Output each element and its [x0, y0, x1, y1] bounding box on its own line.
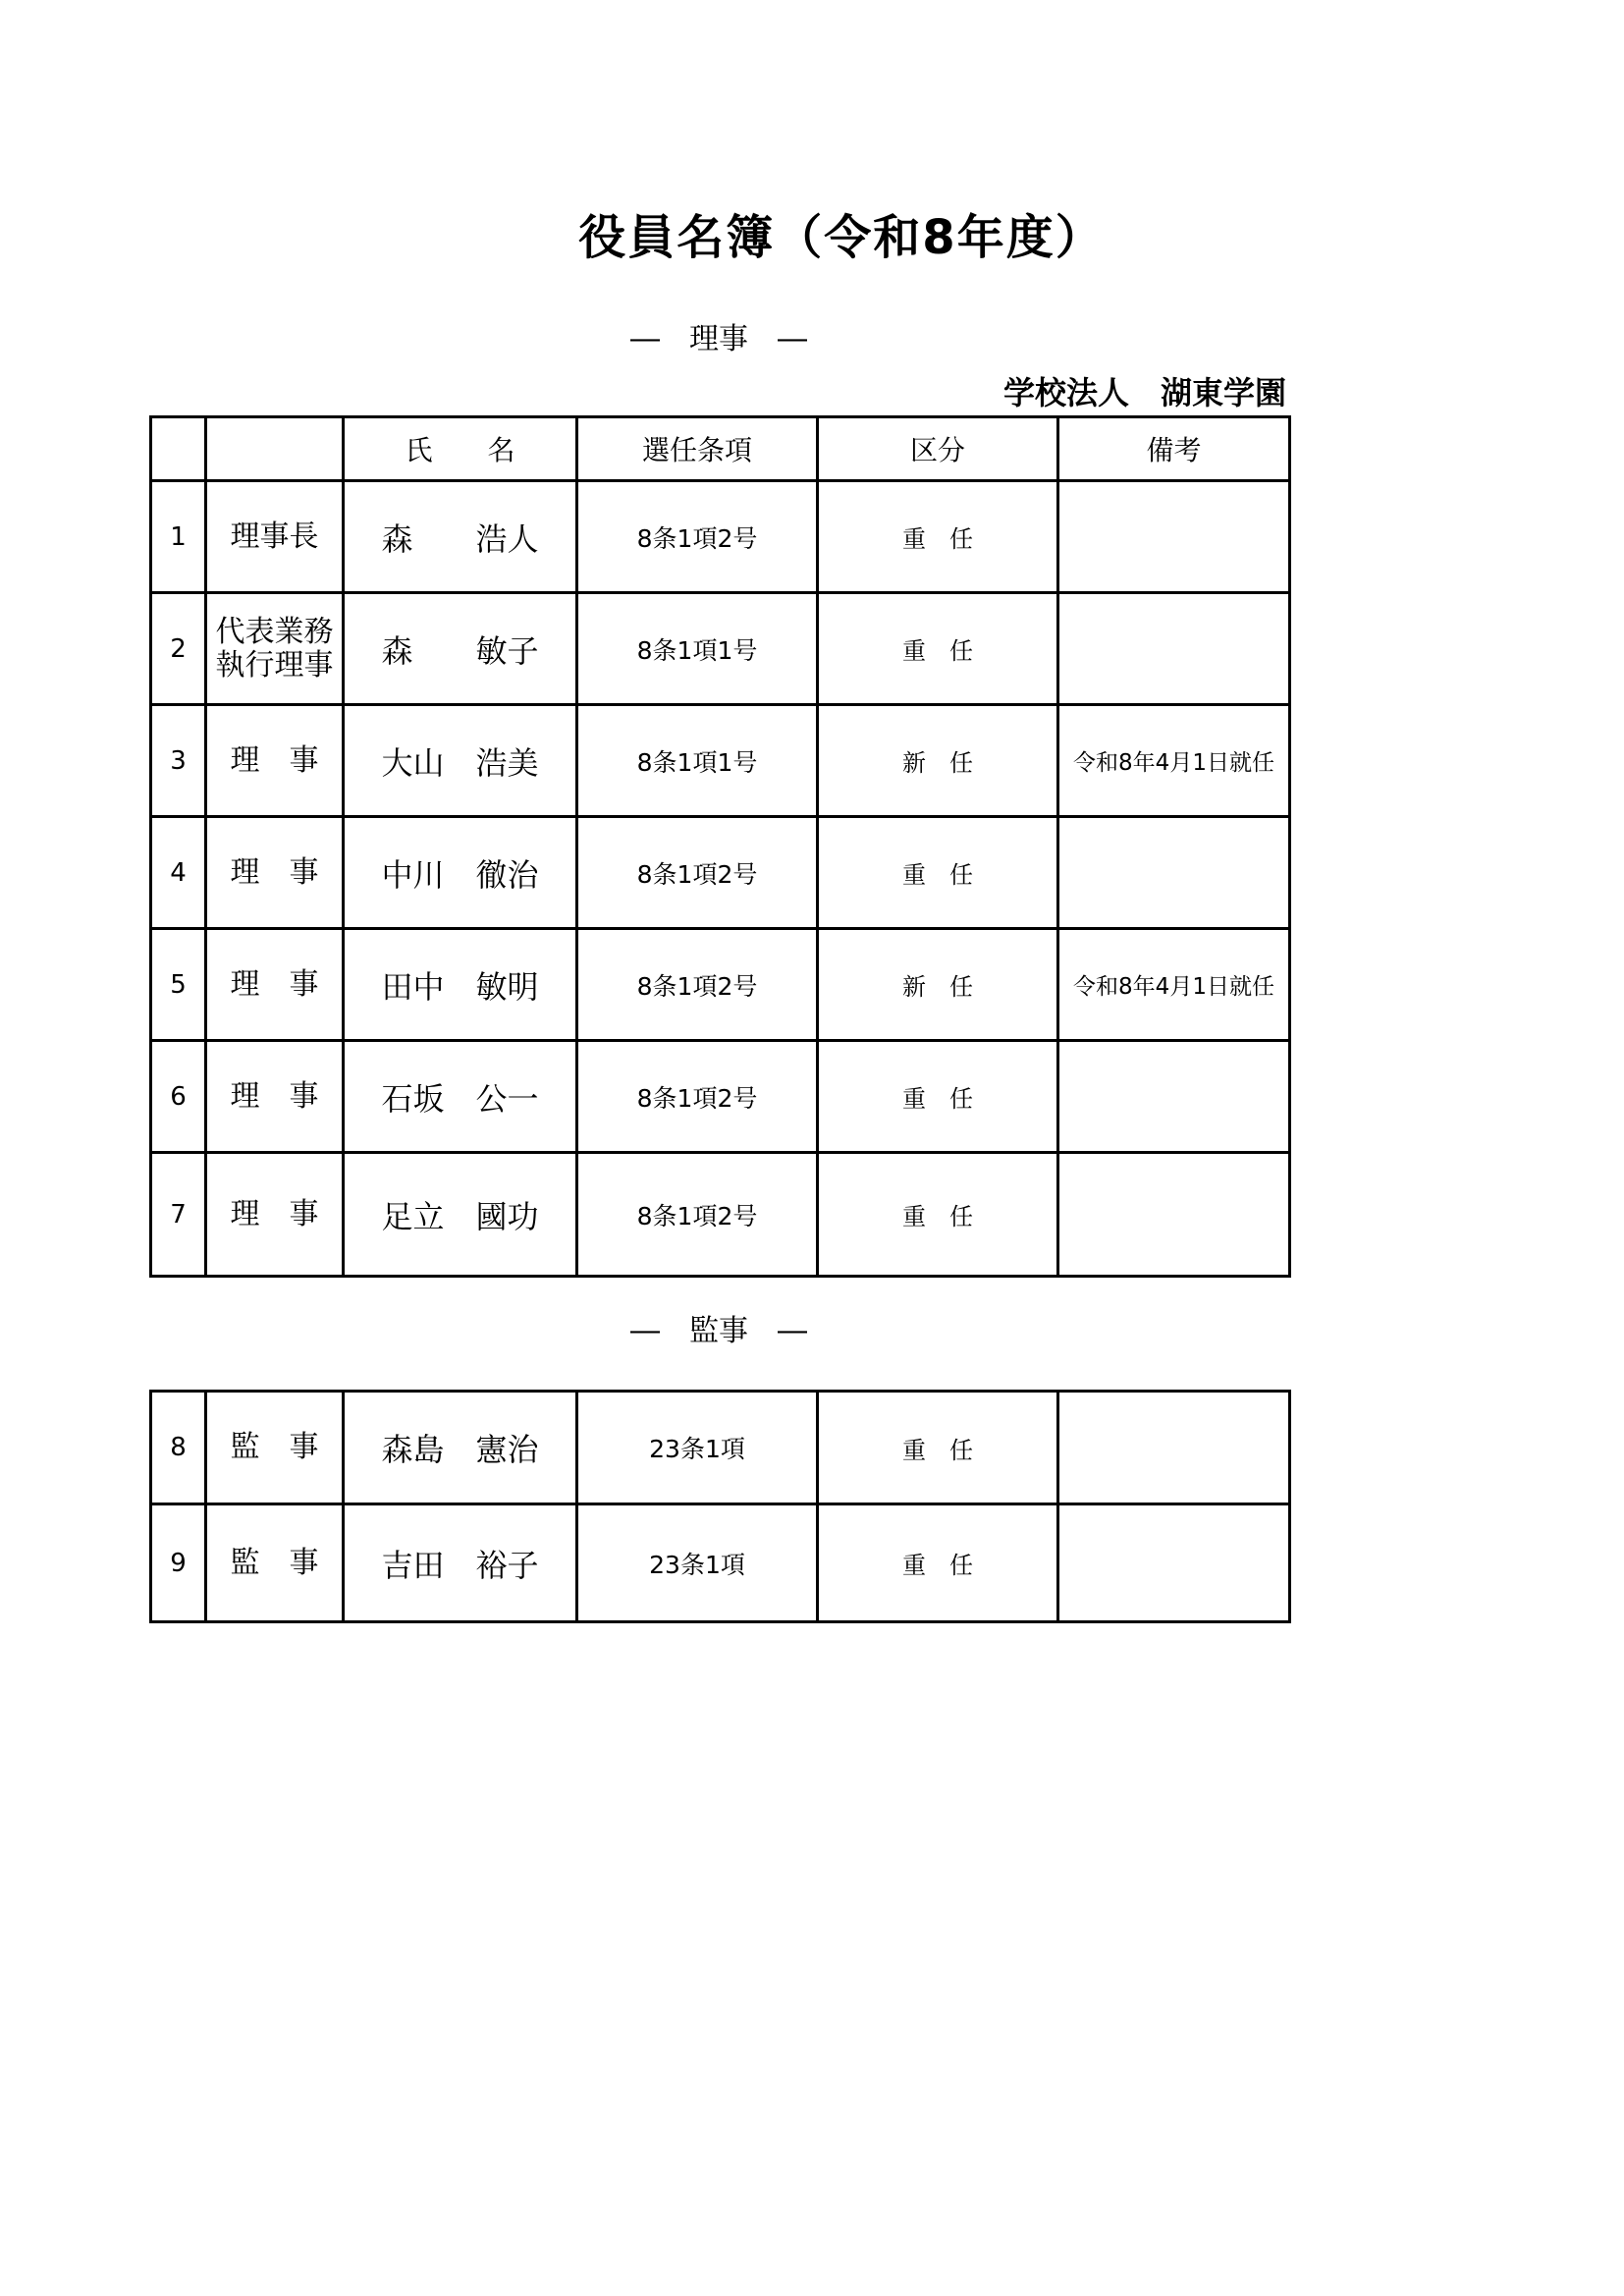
table-row: [151, 817, 1290, 929]
table-row: [151, 929, 1290, 1041]
row-name: 石坂 公一: [344, 1041, 577, 1153]
directors-table: [149, 415, 1291, 1278]
row-number: 8: [151, 1392, 206, 1504]
page-title: 役員名簿（令和8年度）: [578, 210, 1105, 265]
section-label-directors: ― 理事 ―: [630, 322, 807, 356]
row-note: 令和8年4月1日就任: [1058, 929, 1290, 1041]
table-row: [151, 1504, 1290, 1622]
row-clause: 8条1項2号: [577, 481, 818, 593]
row-kubun: 重 任: [818, 817, 1058, 929]
row-role: 代表業務 執行理事: [206, 593, 344, 705]
row-note: [1058, 817, 1290, 929]
row-kubun: 重 任: [818, 1041, 1058, 1153]
row-role: 理事長: [206, 481, 344, 593]
row-name: 森 敏子: [344, 593, 577, 705]
header-note: 備考: [1058, 417, 1290, 481]
table-row: [151, 1153, 1290, 1277]
row-role: 理 事: [206, 705, 344, 817]
row-name: 吉田 裕子: [344, 1504, 577, 1622]
table-row: [151, 705, 1290, 817]
row-number: 6: [151, 1041, 206, 1153]
row-note: [1058, 1392, 1290, 1504]
header-number: [151, 417, 206, 481]
row-number: 5: [151, 929, 206, 1041]
row-clause: 8条1項2号: [577, 1041, 818, 1153]
row-role: 理 事: [206, 817, 344, 929]
row-name: 足立 國功: [344, 1153, 577, 1277]
table-row: [151, 1392, 1290, 1504]
row-number: 1: [151, 481, 206, 593]
row-name: 大山 浩美: [344, 705, 577, 817]
table-row: [151, 1041, 1290, 1153]
row-clause: 23条1項: [577, 1392, 818, 1504]
row-kubun: 新 任: [818, 929, 1058, 1041]
row-clause: 8条1項2号: [577, 1153, 818, 1277]
header-name: 氏 名: [344, 417, 577, 481]
row-number: 9: [151, 1504, 206, 1622]
row-clause: 8条1項2号: [577, 817, 818, 929]
row-name: 森 浩人: [344, 481, 577, 593]
row-clause: 8条1項1号: [577, 705, 818, 817]
row-role: 監 事: [206, 1504, 344, 1622]
table-row: [151, 481, 1290, 593]
section-label-auditors: ― 監事 ―: [630, 1314, 807, 1348]
row-role: 監 事: [206, 1392, 344, 1504]
table-row: [151, 593, 1290, 705]
row-kubun: 重 任: [818, 593, 1058, 705]
row-number: 4: [151, 817, 206, 929]
row-role: 理 事: [206, 1153, 344, 1277]
row-note: [1058, 1041, 1290, 1153]
organization-name: 学校法人 湖東学園: [1002, 374, 1286, 411]
row-clause: 8条1項1号: [577, 593, 818, 705]
header-clause: 選任条項: [577, 417, 818, 481]
row-kubun: 重 任: [818, 1153, 1058, 1277]
row-kubun: 重 任: [818, 481, 1058, 593]
row-number: 7: [151, 1153, 206, 1277]
row-kubun: 重 任: [818, 1504, 1058, 1622]
row-note: [1058, 1504, 1290, 1622]
row-note: 令和8年4月1日就任: [1058, 705, 1290, 817]
row-role: 理 事: [206, 1041, 344, 1153]
row-clause: 23条1項: [577, 1504, 818, 1622]
row-number: 2: [151, 593, 206, 705]
row-role: 理 事: [206, 929, 344, 1041]
row-note: [1058, 1153, 1290, 1277]
row-number: 3: [151, 705, 206, 817]
row-kubun: 重 任: [818, 1392, 1058, 1504]
row-kubun: 新 任: [818, 705, 1058, 817]
row-name: 森島 憲治: [344, 1392, 577, 1504]
table-header-row: [151, 417, 1290, 481]
row-clause: 8条1項2号: [577, 929, 818, 1041]
row-note: [1058, 481, 1290, 593]
auditors-table: [149, 1390, 1291, 1623]
row-note: [1058, 593, 1290, 705]
header-role: [206, 417, 344, 481]
header-kubun: 区分: [818, 417, 1058, 481]
row-name: 田中 敏明: [344, 929, 577, 1041]
row-name: 中川 徹治: [344, 817, 577, 929]
